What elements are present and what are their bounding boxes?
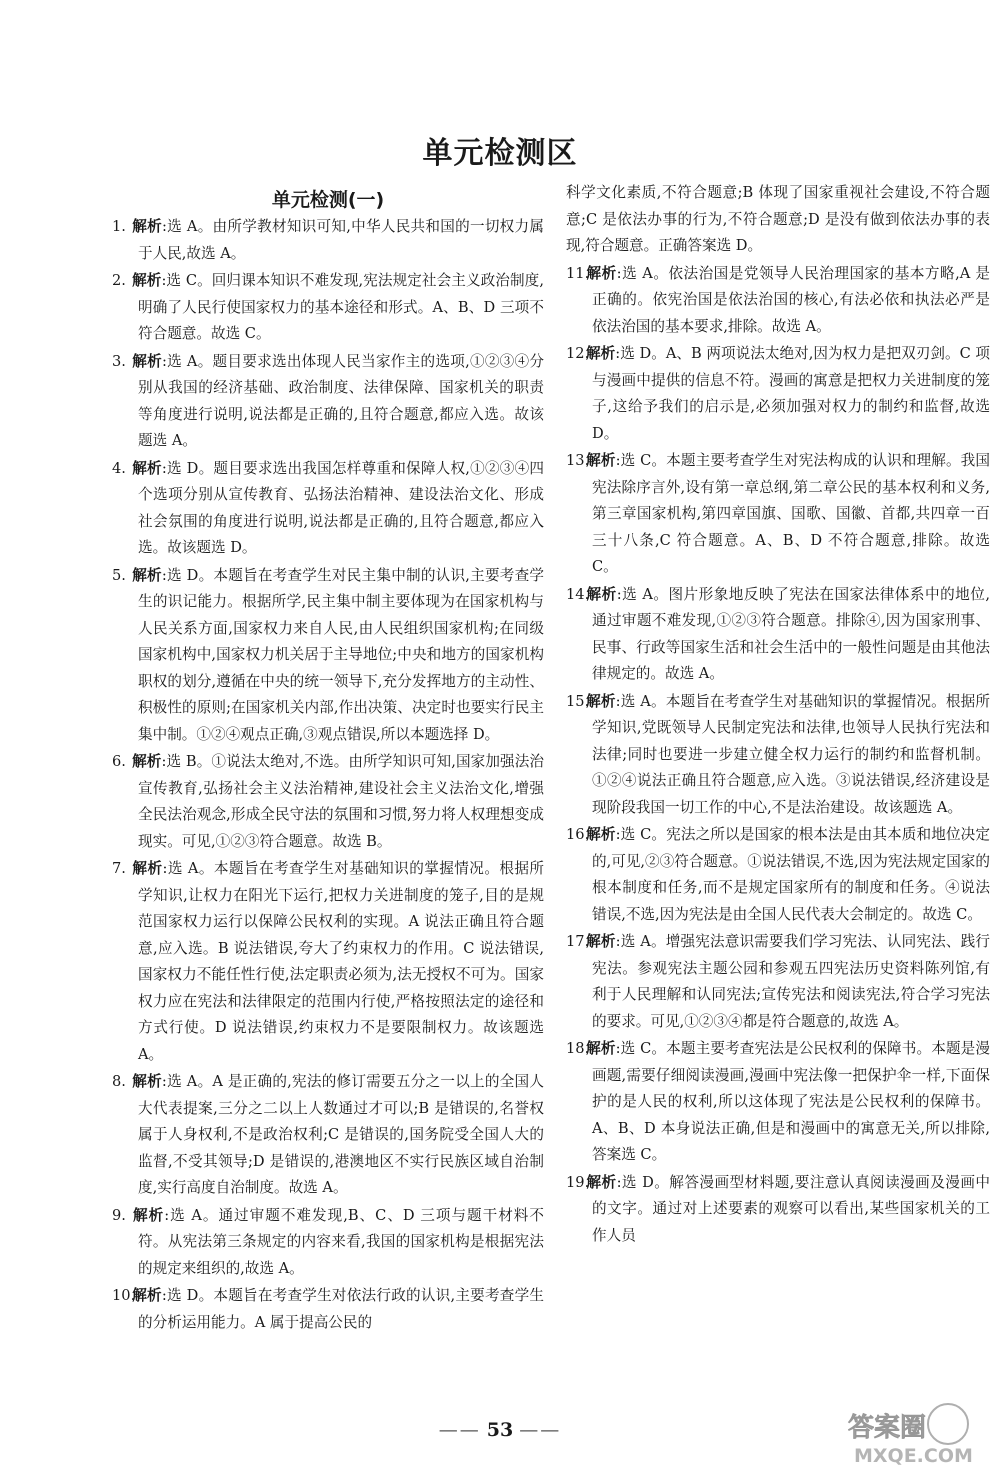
- watermark-url: MXQE.COM: [854, 1445, 973, 1467]
- answer-item: [566, 1036, 990, 1169]
- item-number: 4.: [112, 459, 126, 477]
- item-number: 6.: [112, 753, 126, 770]
- answer-item: [112, 268, 544, 348]
- item-text: :选 D。题目要求选出我国怎样尊重和保障人权,①②③④四个选项分别从宣传教育、弘扬法治精神、建设法治文化、形成社会氛围的角度进行说明,说法都是正确的,且符合题意,都应入选。故该题选 D。: [138, 459, 544, 556]
- item-text: :选 A。本题旨在考查学生对基础知识的掌握情况。根据所学知识,党既领导人民制定宪法和法律,也领导人民执行宪法和法律;同时也要进一步建立健全权力运行的制约和监督机制。①②④说法正确且符合题意,应入选。③说法错误,经济建设是现阶段我国一切工作的中心,不是法治建设。故该题选 A。: [592, 692, 990, 816]
- answer-item: [112, 563, 544, 749]
- item-text: :选 A。由所学教材知识可知,中华人民共和国的一切权力属于人民,故选 A。: [138, 218, 544, 262]
- item-number: 18.: [566, 1040, 590, 1057]
- analysis-label: 解析: [132, 566, 162, 584]
- item-continuation: [566, 180, 990, 260]
- analysis-label: 解析: [132, 860, 163, 877]
- dash-left: ——: [438, 1419, 481, 1441]
- answer-item: [112, 456, 544, 562]
- watermark-logo-icon: [840, 1398, 990, 1468]
- section-title: 单元检测(一): [271, 189, 385, 211]
- answer-item: [112, 1203, 544, 1283]
- item-text: :选 A。图片形象地反映了宪法在国家法律体系中的地位,通过审题不难发现,①②③符合题意。排除④,因为国家刑事、民事、行政等国家生活和社会生活中的一般性问题是由其他法律规定的。故选 A。: [592, 585, 990, 682]
- answer-item: [566, 1170, 990, 1250]
- analysis-label: 解析: [586, 452, 616, 469]
- analysis-label: 解析: [132, 1287, 162, 1304]
- answer-item: [566, 341, 990, 447]
- item-number: 9.: [112, 1206, 126, 1224]
- answer-item: [112, 749, 544, 855]
- item-number: 8.: [112, 1073, 126, 1090]
- item-text: :选 D。本题旨在考查学生对民主集中制的认识,主要考查学生的识记能力。根据所学,民主集中制主要体现为在国家机构与人民关系方面,国家权力来自人民,由人民组织国家机构;在同级国家机构中,国家权力机关居于主导地位;中央和地方的国家机构职权的划分,遵循在中央的统一领导下,充分发挥地方的主动性、积极性的原则;在国家机关内部,作出决策、决定时也要实行民主集中制。①②④观点正确,③观点错误,所以本题选择 D。: [138, 566, 544, 743]
- dash-right: ——: [519, 1419, 562, 1441]
- answer-item: [566, 582, 990, 688]
- answer-item: [566, 261, 990, 341]
- item-text: :选 C。本题主要考查学生对宪法构成的认识和理解。我国宪法除序言外,设有第一章总纲,第二章公民的基本权利和义务,第三章国家机构,第四章国旗、国歌、国徽、首都,共四章一百三十八条,C 符合题意。A、B、D 不符合题意,排除。故选 C。: [592, 452, 990, 575]
- item-number: 5.: [112, 566, 126, 584]
- item-number: 2.: [112, 272, 126, 289]
- item-number: 12.: [566, 345, 590, 362]
- analysis-label: 解析: [132, 1206, 165, 1224]
- answer-item: [566, 689, 990, 822]
- analysis-label: 解析: [586, 933, 616, 950]
- item-text: :选 A。依法治国是党领导人民治理国家的基本方略,A 是正确的。依宪治国是依法治国的核心,有法必依和执法必严是依法治国的基本要求,排除。故选 A。: [592, 264, 990, 335]
- page-number: 53: [486, 1419, 514, 1441]
- right-column: [566, 180, 990, 1250]
- item-number: 1.: [112, 218, 126, 235]
- item-text: :选 D。本题旨在考查学生对依法行政的认识,主要考查学生的分析运用能力。A 属于提高公民的: [138, 1287, 544, 1331]
- item-number: 16.: [566, 826, 590, 843]
- analysis-label: 解析: [132, 272, 162, 289]
- answer-item: [112, 1069, 544, 1202]
- item-text: :选 C。宪法之所以是国家的根本法是由其本质和地位决定的,可见,②③符合题意。①说法错误,不选,因为宪法规定国家的根本制度和任务,而不是规定国家所有的制度和任务。④说法错误,不选,因为宪法是由全国人民代表大会制定的。故选 C。: [592, 826, 990, 923]
- item-number: 13.: [566, 452, 590, 469]
- answer-item: [566, 448, 990, 581]
- item-number: 3.: [112, 352, 126, 370]
- analysis-label: 解析: [586, 826, 616, 843]
- item-text: :选 D。A、B 两项说法太绝对,因为权力是把双刃剑。C 项与漫画中提供的信息不符。漫画的寓意是把权力关进制度的笼子,这给予我们的启示是,必须加强对权力的制约和监督,故选 D。: [592, 345, 990, 442]
- analysis-label: 解析: [132, 753, 162, 770]
- analysis-label: 解析: [132, 1073, 162, 1090]
- item-number: 11.: [566, 264, 590, 282]
- item-number: 17.: [566, 933, 590, 950]
- item-number: 14.: [566, 585, 590, 603]
- analysis-label: 解析: [586, 345, 616, 362]
- answer-item: [566, 929, 990, 1035]
- item-number: 15.: [566, 692, 590, 710]
- analysis-label: 解析: [586, 585, 617, 603]
- analysis-label: 解析: [586, 692, 616, 710]
- item-number: 7.: [112, 860, 126, 877]
- left-column: [112, 186, 544, 1337]
- analysis-label: 解析: [586, 264, 617, 282]
- answer-item: [112, 214, 544, 267]
- answer-item: [566, 822, 990, 928]
- item-text: :选 D。解答漫画型材料题,要注意认真阅读漫画及漫画中的文字。通过对上述要素的观察可以看出,某些国家机关的工作人员: [592, 1173, 990, 1244]
- item-text: :选 A。增强宪法意识需要我们学习宪法、认同宪法、践行宪法。参观宪法主题公园和参观五四宪法历史资料陈列馆,有利于人民理解和认同宪法;宣传宪法和阅读宪法,符合学习宪法的要求。可见,①②③④都是符合题意的,故选 A。: [592, 933, 990, 1030]
- analysis-label: 解析: [132, 352, 162, 370]
- item-text: :选 C。回归课本知识不难发现,宪法规定社会主义政治制度,明确了人民行使国家权力的基本途径和形式。A、B、D 三项不符合题意。故选 C。: [138, 272, 544, 342]
- item-text: :选 B。①说法太绝对,不选。由所学知识可知,国家加强法治宣传教育,弘扬社会主义法治精神,建设社会主义法治文化,增强全民法治观念,形成全民守法的氛围和习惯,努力将人权理想变成现实。可见,①②③符合题意。故选 B。: [138, 753, 544, 850]
- item-number: 19.: [566, 1173, 590, 1191]
- analysis-label: 解析: [132, 218, 162, 235]
- item-text: :选 A。A 是正确的,宪法的修订需要五分之一以上的全国人大代表提案,三分之二以上人数通过才可以;B 是错误的,名誉权属于人身权利,不是政治权利;C 是错误的,国务院受全国人大的监督,不受其领导;D 是错误的,港澳地区不实行民族区域自治制度,实行高度自治制度。故选 A。: [138, 1073, 544, 1196]
- item-text: :选 A。题目要求选出体现人民当家作主的选项,①②③④分别从我国的经济基础、政治制度、法律保障、国家机关的职责等角度进行说明,说法都是正确的,且符合题意,都应入选。故该题选 A。: [138, 352, 544, 449]
- analysis-label: 解析: [132, 459, 162, 477]
- item-text: :选 C。本题主要考查宪法是公民权利的保障书。本题是漫画题,需要仔细阅读漫画,漫画中宪法像一把保护伞一样,下面保护的是人民的权利,所以这体现了宪法是公民权利的保障书。A、B、D 本身说法正确,但是和漫画中的寓意无关,所以排除,答案选 C。: [592, 1040, 990, 1163]
- analysis-label: 解析: [586, 1173, 617, 1191]
- item-text: 科学文化素质,不符合题意;B 体现了国家重视社会建设,不符合题意;C 是依法办事的行为,不符合题意;D 是没有做到依法办事的表现,符合题意。正确答案选 D。: [566, 184, 990, 254]
- answer-item: [112, 1283, 544, 1336]
- page-title: 单元检测区: [422, 136, 578, 171]
- answer-item: [112, 856, 544, 1068]
- watermark-text: 答案圈: [848, 1413, 927, 1443]
- answer-item: [112, 349, 544, 455]
- analysis-label: 解析: [586, 1040, 616, 1057]
- item-text: :选 A。本题旨在考查学生对基础知识的掌握情况。根据所学知识,让权力在阳光下运行,把权力关进制度的笼子,目的是规范国家权力运行以保障公民权利的实现。A 说法正确且符合题意,应入选。B 说法错误,夸大了约束权力的作用。C 说法错误,国家权力不能任性行使,法定职责必须为,法无授权不可为。国家权力应在宪法和法律限定的范围内行使,严格按照法定的途径和方式行使。D 说法错误,约束权力不是要限制权力。故该题选 A。: [138, 860, 544, 1063]
- item-text: :选 A。通过审题不难发现,B、C、D 三项与题干材料不符。从宪法第三条规定的内容来看,我国的国家机构是根据宪法的规定来组织的,故选 A。: [138, 1206, 544, 1277]
- item-number: 10.: [112, 1287, 136, 1304]
